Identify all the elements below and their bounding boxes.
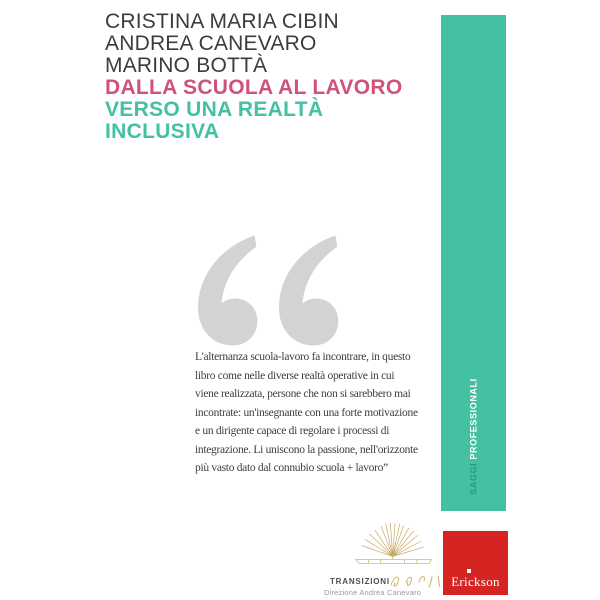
author-name: CRISTINA MARIA CIBIN <box>105 10 339 33</box>
quote-mark-icon <box>184 229 342 351</box>
book-title-line-1: DALLA SCUOLA AL LAVORO <box>105 76 403 99</box>
author-name: ANDREA CANEVARO <box>105 32 317 55</box>
series-label-name: PROFESSIONALI <box>468 378 479 460</box>
collection-name: TRANSIZIONI <box>330 577 390 586</box>
collection-direction: Direzione Andrea Canevaro <box>324 588 422 597</box>
header-text-block <box>105 11 435 143</box>
series-label <box>468 377 481 497</box>
back-cover-quote: L'alternanza scuola-lavoro fa incontrare, in questo libro come nelle diverse realtà operative in cui viene realizzata, persone che non si sarebbero mai incontrate: un'insegnante con una forte motivazione e un dirigente capace di regolare i processi di integrazione. Li uniscono la passione, nell'orizzonte più vasto dato dal connubio scuola + lavoro” <box>195 351 418 474</box>
publisher-name: Erickson <box>451 574 500 589</box>
publisher-logo <box>443 531 508 595</box>
series-label-category: SAGGI <box>468 462 479 495</box>
book-title-line-3: INCLUSIVA <box>105 120 220 143</box>
book-title-line-2: VERSO UNA REALTÀ <box>105 98 324 121</box>
open-book-fan-icon <box>345 516 445 576</box>
erickson-i-dot <box>467 569 471 573</box>
author-name: MARINO BOTTÀ <box>105 54 268 77</box>
